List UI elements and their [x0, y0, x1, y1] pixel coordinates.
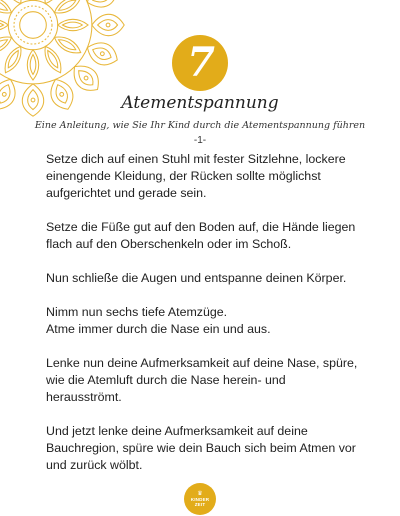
chapter-number: 7 — [187, 39, 215, 86]
text-line: Setze die Füße gut auf den Boden auf, die Hände liegen — [46, 220, 356, 234]
text-line: flach auf den Oberschenkeln oder im Schoß. — [46, 237, 292, 251]
paragraph-5 — [46, 355, 366, 406]
page-number: -1- — [193, 135, 207, 146]
paragraph-4 — [46, 304, 366, 338]
text-line: und zurück wölbt. — [46, 458, 143, 472]
text-line: Nun schließe die Augen und entspanne deinen Körper. — [46, 271, 347, 285]
paragraph-1 — [46, 151, 366, 202]
text-line: Atme immer durch die Nase ein und aus. — [46, 322, 271, 336]
logo-line-1: KINDER — [190, 497, 210, 502]
paragraph-2 — [46, 219, 366, 253]
page-title: Atementspannung — [121, 93, 279, 113]
text-line: aufgerichtet und gerade sein. — [46, 186, 207, 200]
page-subtitle: Eine Anleitung, wie Sie Ihr Kind durch die Atementspannung führen — [34, 120, 366, 131]
brand-logo — [184, 483, 216, 515]
text-line: Lenke nun deine Aufmerksamkeit auf deine Nase, spüre, — [46, 356, 358, 370]
text-line: Nimm nun sechs tiefe Atemzüge. — [46, 305, 228, 319]
text-line: herausströmt. — [46, 390, 122, 404]
paragraph-3 — [46, 270, 366, 287]
chapter-number-badge — [172, 35, 228, 91]
text-line: wie die Atemluft durch die Nase herein- und — [46, 373, 286, 387]
logo-line-2: ZEIT — [194, 502, 206, 507]
paragraph-6 — [46, 423, 366, 474]
text-line: Setze dich auf einen Stuhl mit fester Sitzlehne, lockere — [46, 152, 346, 166]
instruction-text — [46, 151, 366, 474]
text-line: einengende Kleidung, der Rücken sollte möglichst — [46, 169, 321, 183]
text-line: Und jetzt lenke deine Aufmerksamkeit auf deine — [46, 424, 308, 438]
text-line: Bauchregion, spüre wie dein Bauch sich beim Atmen vor — [46, 441, 356, 455]
crown-icon: ♛ — [197, 491, 203, 497]
